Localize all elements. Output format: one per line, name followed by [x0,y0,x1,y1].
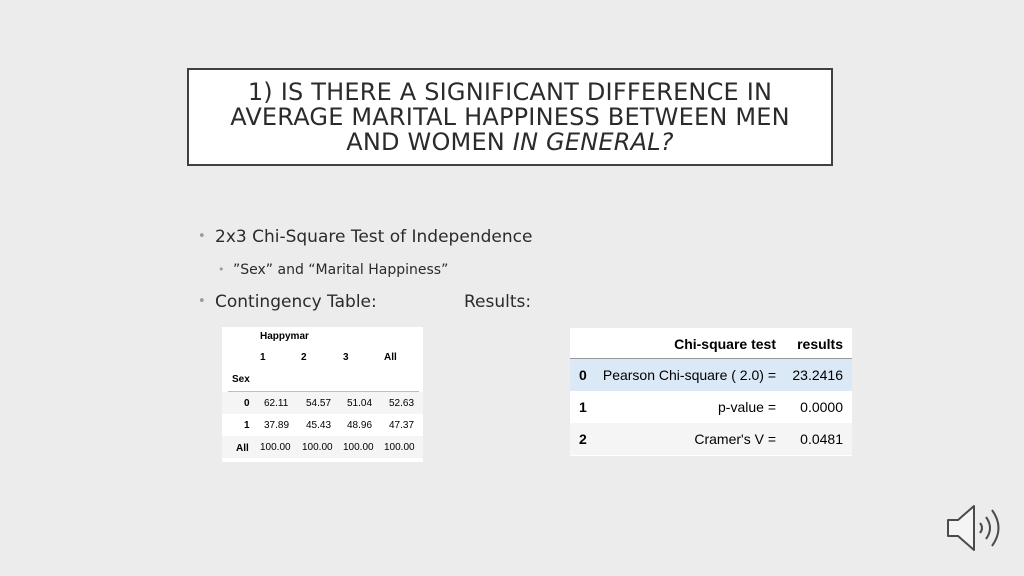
results-header-row [570,328,852,358]
test-name: Pearson Chi-square ( 2.0) = [602,367,776,383]
column-header: Chi-square test [674,336,776,352]
table-cell: 62.11 [264,398,289,409]
bullet-text: ”Sex” and “Marital Happiness” [233,262,449,278]
column-header: All [384,352,397,363]
speaker-icon[interactable] [944,502,1006,558]
table-row [570,423,852,455]
column-header: results [797,336,843,352]
column-group-label: Happymar [260,331,309,342]
table-cell: 100.00 [302,442,333,453]
header-divider [228,391,419,392]
table-row [570,391,852,423]
title-line-2: AVERAGE MARITAL HAPPINESS BETWEEN MEN [230,102,790,131]
bullet-dot: • [198,229,206,244]
table-cell: 52.63 [389,398,415,409]
title-line-3-italic: IN GENERAL? [512,127,674,156]
slide-title [187,68,833,166]
table-cell: 45.43 [306,420,332,431]
test-name: p-value = [718,399,776,415]
bullet-text: 2x3 Chi-Square Test of Independence [215,227,533,247]
results-table [570,328,852,456]
table-cell: 47.37 [389,420,415,431]
bullet-variables [218,262,449,278]
bullet-dot: • [198,294,206,309]
table-row [570,359,852,391]
table-cell: 51.04 [347,398,373,409]
row-index: 0 [579,367,587,383]
bullet-text: Contingency Table: [215,292,377,312]
bullet-dot: • [218,263,225,276]
test-name: Cramer's V = [694,431,776,447]
column-header: 3 [343,352,349,363]
table-cell: 54.57 [306,398,332,409]
row-label: 0 [244,398,250,409]
test-result: 23.2416 [792,367,843,383]
row-index: 2 [579,431,587,447]
table-cell: 100.00 [260,442,291,453]
table-cell: 100.00 [343,442,374,453]
column-header: 2 [301,352,307,363]
contingency-table [222,327,423,462]
row-label: All [236,443,249,454]
title-line-3 [346,127,674,156]
row-index: 1 [579,399,587,415]
test-result: 0.0000 [800,399,843,415]
table-cell: 48.96 [347,420,373,431]
test-result: 0.0481 [800,431,843,447]
title-line-1: 1) IS THERE A SIGNIFICANT DIFFERENCE IN [247,77,773,106]
results-label: Results: [464,292,532,312]
column-header: 1 [260,352,266,363]
bullet-contingency-table [198,292,377,312]
bullet-test-type [198,227,533,247]
speaker-icon-graphic [944,502,1006,554]
table-cell: 37.89 [264,420,290,431]
index-name: Sex [232,374,250,385]
table-cell: 100.00 [384,442,415,453]
title-line-3-plain: AND WOMEN [346,127,513,156]
row-label: 1 [244,420,250,431]
